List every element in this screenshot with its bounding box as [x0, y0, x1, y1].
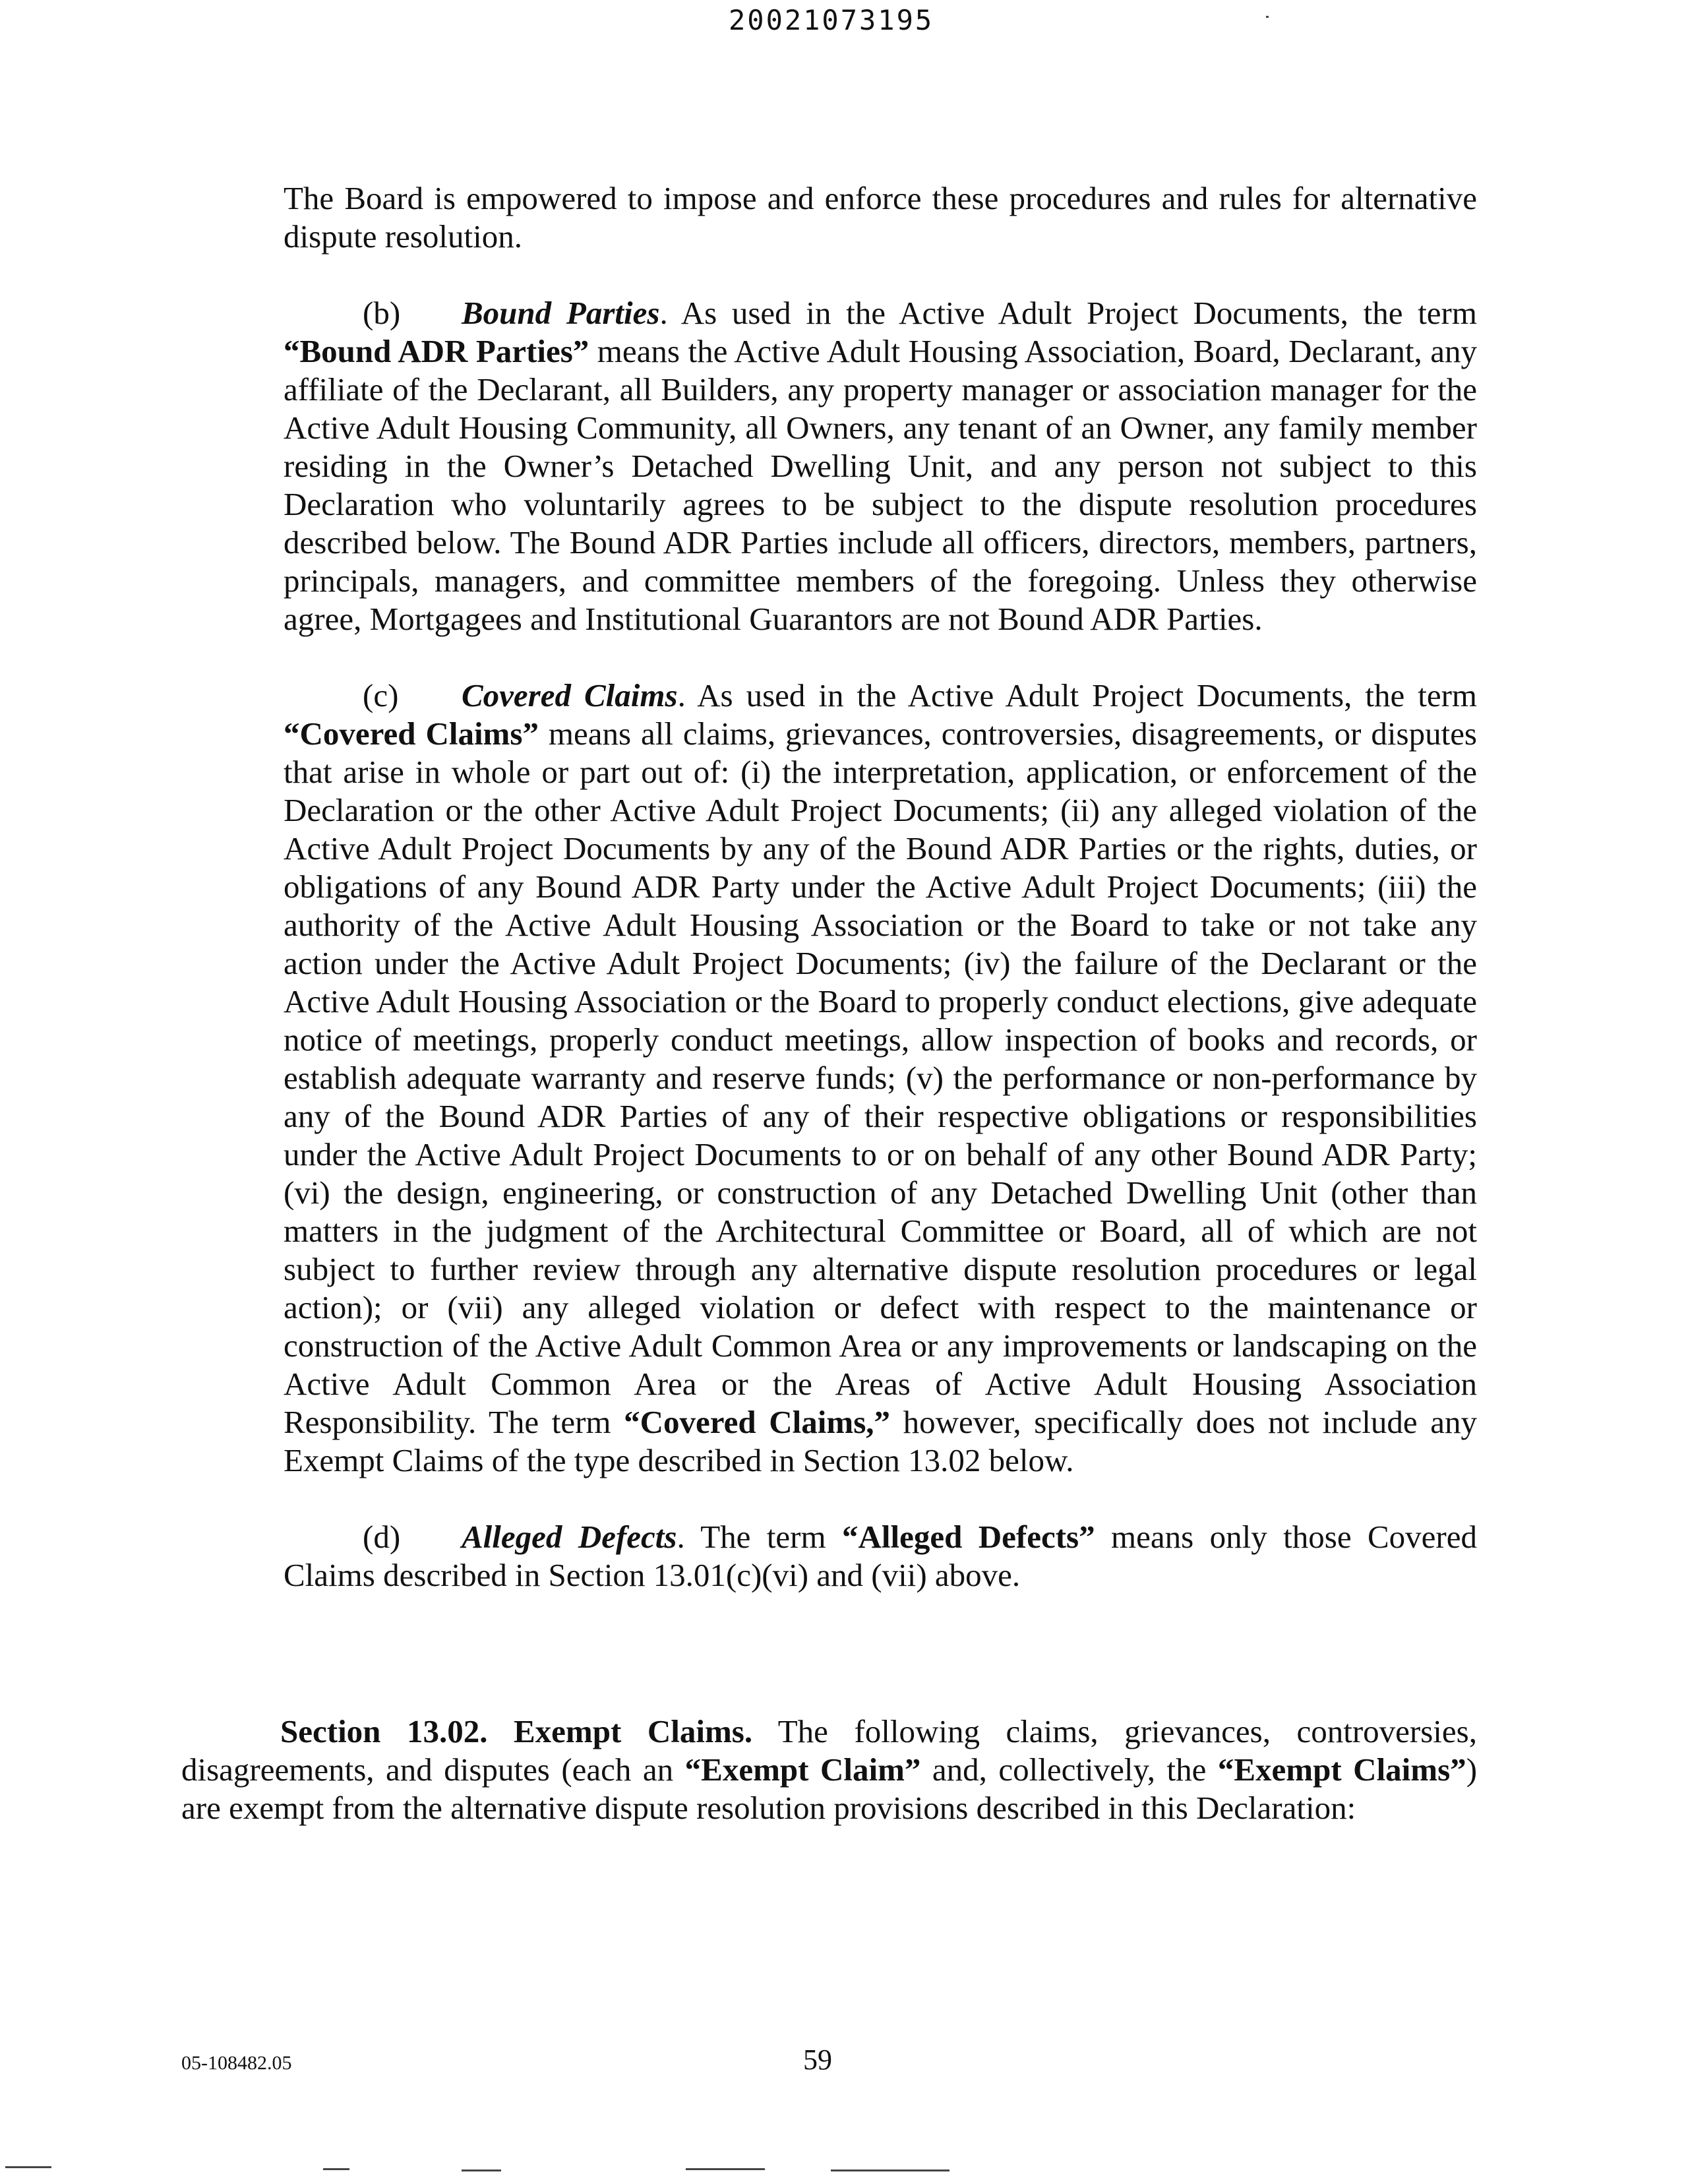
paragraph-d-label: (d): [363, 1519, 401, 1555]
paragraph-b-heading: Bound Parties: [462, 295, 660, 331]
scan-speck: [686, 2168, 765, 2170]
paragraph-c-label: (c): [363, 677, 399, 713]
section-13-02: [181, 1713, 1477, 1827]
paragraph-c-term-2: “Covered Claims,”: [624, 1404, 891, 1440]
paragraph-b-label: (b): [363, 295, 401, 331]
scan-speck: [5, 2166, 51, 2168]
paragraph-c-text-1: . As used in the Active Adult Project Documents, the term: [677, 677, 1477, 713]
paragraph-b-term: “Bound ADR Parties”: [284, 333, 589, 369]
paragraph-c: [284, 677, 1477, 1480]
paragraph-b-text-2: means the Active Adult Housing Association, Board, Declarant, any affiliate of the Declarant, all Builders, any property manager or association manager for the Active Adult Housing Community, all Owners, any tenant of an Owner, any family member residing in the Owner’s Detached Dwelling Unit, and any person not subject to this Declaration who voluntarily agrees to be subject to the dispute resolution procedures described below. The Bound ADR Parties include all officers, directors, members, partners, principals, managers, and committee members of the foregoing. Unless they otherwise agree, Mortgagees and Institutional Guarantors are not Bound ADR Parties.: [284, 333, 1477, 637]
section-13-02-term-1: “Exempt Claim”: [684, 1751, 921, 1788]
paragraph-c-text-2: means all claims, grievances, controversies, disagreements, or disputes that arise in whole or part out of: (i) the interpretation, application, or enforcement of the Declaration or the other Active Adult Project Documents; (ii) any alleged violation of the Active Adult Project Documents by any of the Bound ADR Parties or the rights, duties, or obligations of any Bound ADR Party under the Active Adult Project Documents; (iii) the authority of the Active Adult Housing Association or the Board to take or not take any action under the Active Adult Project Documents; (iv) the failure of the Declarant or the Active Adult Housing Association or the Board to properly conduct elections, give adequate notice of meetings, properly conduct meetings, allow inspection of books and records, or establish adequate warranty and reserve funds; (v) the performance or non-performance by any of the Bound ADR Parties of any of their respective obligations or responsibilities under the Active Adult Project Documents to or on behalf of any other Bound ADR Party; (vi) the design, engineering, or construction of any Detached Dwelling Unit (other than matters in the judgment of the Architectural Committee or Board, all of which are not subject to further review through any alternative dispute resolution procedures or legal action); or (vii) any alleged violation or defect with respect to the maintenance or construction of the Active Adult Common Area or any improvements or landscaping on the Active Adult Common Area or the Areas of Active Adult Housing Association Responsibility. The term: [284, 715, 1478, 1440]
paragraph-d-term: “Alleged Defects”: [842, 1519, 1095, 1555]
scan-speck: [831, 2169, 950, 2171]
document-body: [284, 179, 1477, 1594]
section-13-02-text-1: The following claims, grievances, controversies, disagreements, and disputes (each an: [181, 1713, 1477, 1788]
section-13-02-term-2: “Exempt Claims”: [1217, 1751, 1466, 1788]
paragraph-b: [284, 294, 1477, 638]
paragraph-d-text-1: . The term: [677, 1519, 843, 1555]
paragraph-d-text-2: means only those Covered Claims described in Section 13.01(c)(vi) and (vii) above.: [284, 1519, 1477, 1593]
intro-paragraph: The Board is empowered to impose and enforce these procedures and rules for alternative dispute resolution.: [284, 180, 1477, 255]
paragraph-b-text-1: . As used in the Active Adult Project Documents, the term: [659, 295, 1477, 331]
scan-speck: [323, 2168, 349, 2170]
scan-speck: [462, 2169, 501, 2171]
paragraph-d-heading: Alleged Defects: [462, 1519, 677, 1555]
paragraph-c-text-3: however, specifically does not include any Exempt Claims of the type described in Section 13.02 below.: [284, 1404, 1478, 1478]
section-13-02-heading: Section 13.02. Exempt Claims.: [280, 1713, 753, 1749]
footer-document-id: 05-108482.05: [181, 2052, 292, 2074]
page-number: 59: [803, 2044, 832, 2076]
scan-speck: [1266, 16, 1269, 18]
paragraph-d: [284, 1518, 1477, 1594]
document-number: 20021073195: [729, 4, 934, 36]
paragraph-c-term: “Covered Claims”: [284, 715, 539, 752]
section-13-02-text-2: and, collectively, the: [920, 1751, 1218, 1788]
section-13-02-text-3: ) are exempt from the alternative dispute resolution provisions described in this Declaration:: [181, 1751, 1478, 1826]
paragraph-c-heading: Covered Claims: [462, 677, 678, 713]
